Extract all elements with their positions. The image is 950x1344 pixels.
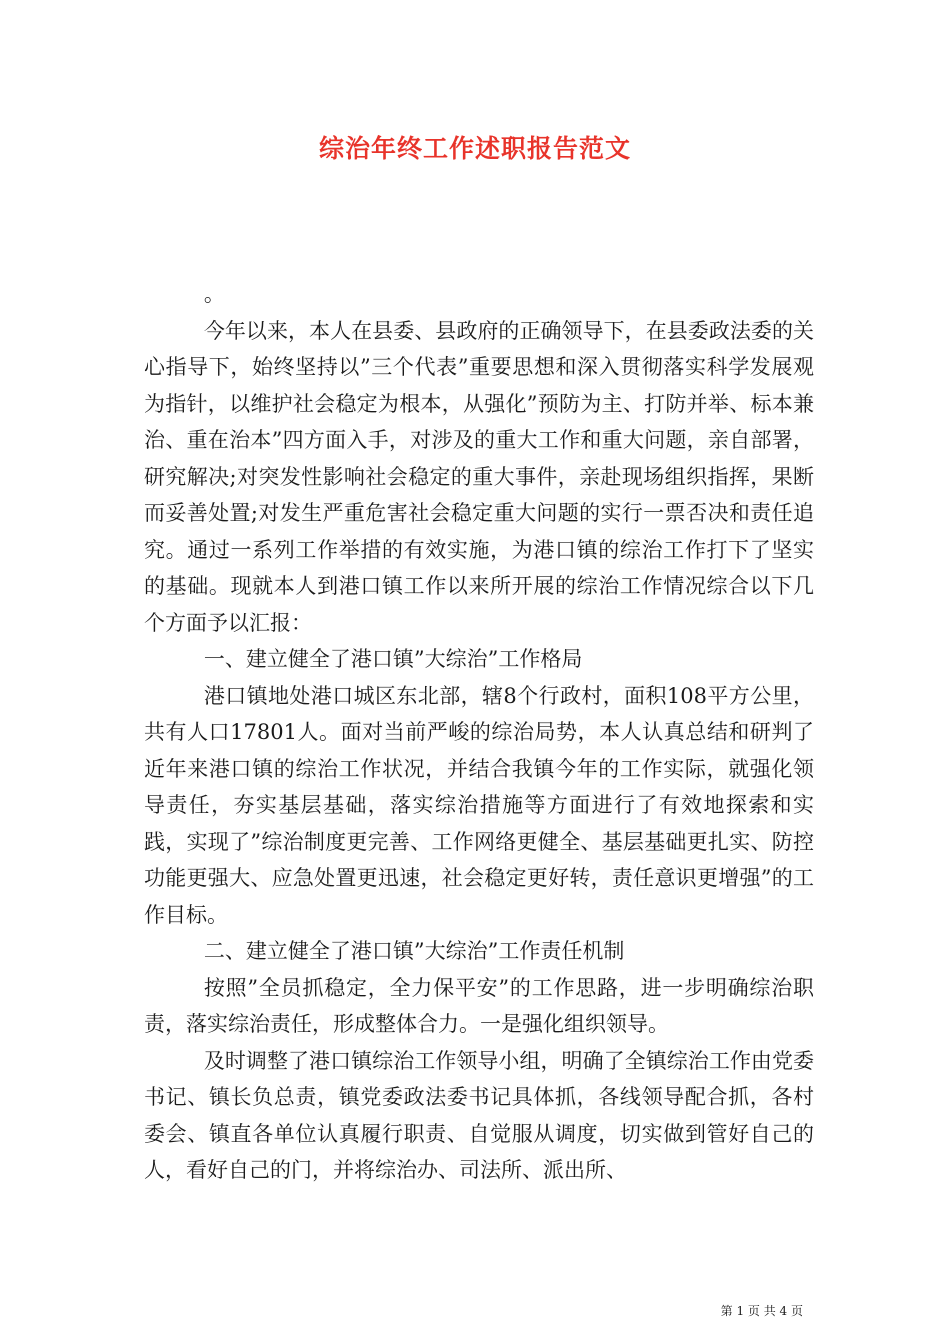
document-title: 综治年终工作述职报告范文 <box>318 134 631 163</box>
paragraph: 今年以来，本人在县委、县政府的正确领导下，在县委政法委的关心指导下，始终坚持以”三个代表”重要思想和深入贯彻落实科学发展观为指针，以维护社会稳定为根本，从强化”预防为主、打防并举、标本兼治、重在治本”四方面入手，对涉及的重大工作和重大问题，亲自部署，研究解决;对突发性影响社会稳定的重大事件，亲赴现场组织指挥，果断而妥善处置;对发生严重危害社会稳定重大问题的实行一票否决和责任追究。通过一系列工作举措的有效实施，为港口镇的综治工作打下了坚实的基础。现就本人到港口镇工作以来所开展的综治工作情况综合以下几个方面予以汇报： <box>144 318 814 635</box>
paragraph: 港口镇地处港口城区东北部，辖8个行政村，面积108平方公里，共有人口17801人。面对当前严峻的综治局势，本人认真总结和研判了近年来港口镇的综治工作状况，并结合我镇今年的工作实际，就强化领导责任，夯实基层基础，落实综治措施等方面进行了有效地探索和实践，实现了”综治制度更完善、工作网络更健全、基层基础更扎实、防控功能更强大、应急处置更迅速，社会稳定更好转，责任意识更增强”的工作目标。 <box>144 683 814 927</box>
paragraph: 。 <box>203 282 225 306</box>
document-body <box>144 276 814 1189</box>
section-heading: 二、建立健全了港口镇”大综治”工作责任机制 <box>203 939 625 963</box>
page-number: 第 1 页 共 4 页 <box>720 1304 803 1318</box>
paragraph: 及时调整了港口镇综治工作领导小组，明确了全镇综治工作由党委书记、镇长负总责，镇党委政法委书记具体抓，各线领导配合抓，各村委会、镇直各单位认真履行职责、自觉服从调度，切实做到管好自己的人，看好自己的门，并将综治办、司法所、派出所、 <box>144 1048 814 1182</box>
paragraph: 按照”全员抓稳定，全力保平安”的工作思路，进一步明确综治职责，落实综治责任，形成整体合力。一是强化组织领导。 <box>144 975 814 1036</box>
section-heading: 一、建立健全了港口镇”大综治”工作格局 <box>203 647 583 671</box>
